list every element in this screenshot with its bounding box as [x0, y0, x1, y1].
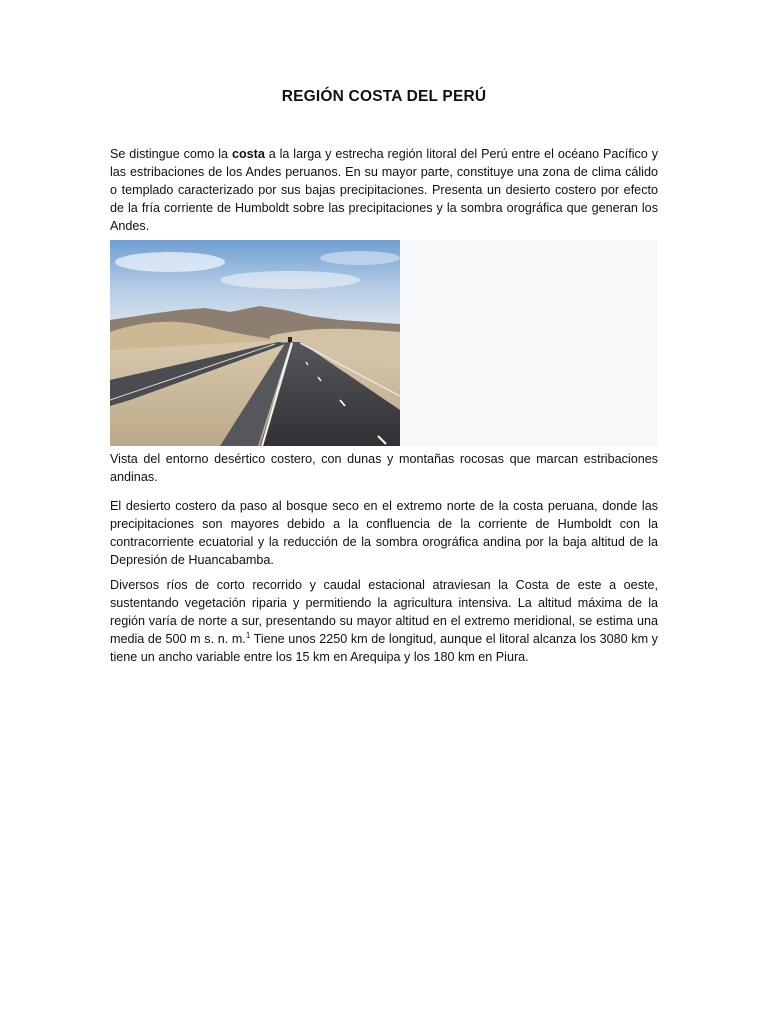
page-title: REGIÓN COSTA DEL PERÚ: [281, 88, 487, 105]
paragraph-rivers: [110, 576, 658, 666]
desert-road-photo: [110, 240, 400, 446]
rivers-text-rest: Tiene unos 2250 km de longitud, aunque el litoral alcanza los 3080 km y tiene un ancho variable entre los 15 km en Arequipa y los 180 km en Piura.: [110, 632, 658, 664]
intro-text-rest: a la larga y estrecha región litoral del Perú entre el océano Pacífico y las estribaciones de los Andes peruanos. En su mayor parte, constituye una zona de clima cálido o templado caracterizado por sus bajas precipitaciones. Presenta un desierto costero por efecto de la fría corriente de Humboldt sobre las precipitaciones y la sombra orográfica que generan los Andes.: [110, 147, 658, 233]
paragraph-forest: El desierto costero da paso al bosque seco en el extremo norte de la costa peruana, donde las precipitaciones son mayores debido a la confluencia de la corriente de Humboldt con la contracorriente ecuatorial y la reducción de la sombra orográfica andina por la baja altitud de la Depresión de Huancabamba.: [110, 499, 658, 567]
cloud: [320, 251, 400, 265]
rivers-text-start: Diversos ríos de corto recorrido y caudal estacional atraviesan la Costa de este a oeste, sustentando vegetación riparia y permitiendo la agricultura intensiva. La altitud máxima de la región varía de norte a sur, presentando su mayor altitud en el extremo meridional, se estima una media de 500 m s. n. m.: [110, 578, 658, 646]
cloud: [220, 271, 360, 289]
figure-container: [110, 240, 658, 446]
intro-text-start: Se distingue como la: [110, 147, 232, 161]
cloud: [115, 252, 225, 272]
footnote-ref[interactable]: 1: [245, 630, 251, 640]
intro-paragraph: [110, 145, 658, 235]
intro-bold-term: costa: [231, 147, 265, 161]
distant-truck: [288, 337, 292, 342]
figure-caption: Vista del entorno desértico costero, con dunas y montañas rocosas que marcan estribaciones andinas.: [110, 452, 658, 484]
